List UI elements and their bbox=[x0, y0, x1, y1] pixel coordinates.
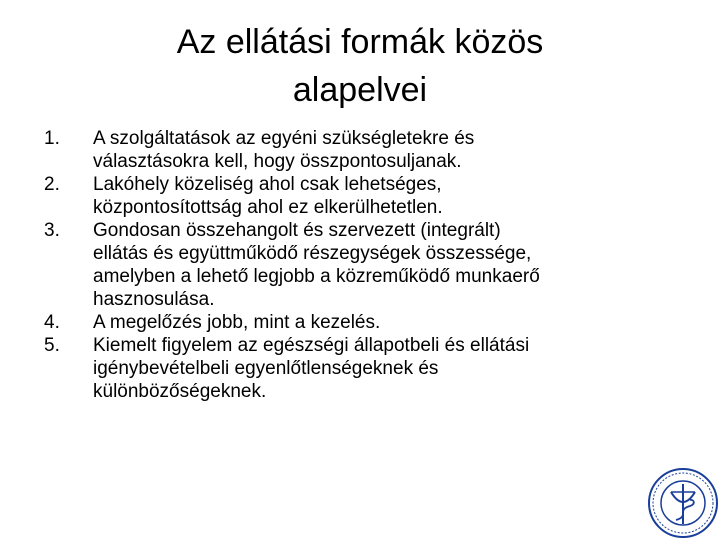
item-text-line: Kiemelt figyelem az egészségi állapotbeli és ellátási bbox=[93, 335, 530, 356]
item-text-line: különbözőségeknek. bbox=[93, 381, 267, 402]
university-seal-icon bbox=[646, 466, 720, 540]
item-text-line: amelyben a lehető legjobb a közreműködő munkaerő bbox=[93, 266, 540, 287]
slide-title bbox=[0, 18, 720, 114]
title-line: alapelvei bbox=[292, 71, 428, 109]
list-item bbox=[44, 334, 684, 403]
list-item bbox=[44, 311, 684, 334]
item-number: 3. bbox=[44, 220, 60, 241]
item-number: 4. bbox=[44, 312, 60, 333]
list-item bbox=[44, 173, 684, 219]
item-text-line: Lakóhely közeliség ahol csak lehetséges, bbox=[93, 174, 442, 195]
item-text-line: A szolgáltatások az egyéni szükségletekre és bbox=[93, 128, 475, 149]
item-text-line: A megelőzés jobb, mint a kezelés. bbox=[93, 312, 381, 333]
item-text-line: hasznosulása. bbox=[93, 289, 215, 310]
item-text-line: központosítottság ahol ez elkerülhetetlen. bbox=[93, 197, 443, 218]
item-text-line: választásokra kell, hogy összpontosuljanak. bbox=[93, 151, 462, 172]
item-text-line: igénybevételbeli egyenlőtlenségeknek és bbox=[93, 358, 439, 379]
item-text-line: Gondosan összehangolt és szervezett (integrált) bbox=[93, 220, 501, 241]
item-text-line: ellátás és együttműködő részegységek összessége, bbox=[93, 243, 532, 264]
title-line: Az ellátási formák közös bbox=[176, 23, 544, 61]
principles-list bbox=[44, 127, 684, 403]
list-item bbox=[44, 127, 684, 173]
item-number: 2. bbox=[44, 174, 60, 195]
list-item bbox=[44, 219, 684, 311]
item-number: 1. bbox=[44, 128, 60, 149]
item-number: 5. bbox=[44, 335, 60, 356]
